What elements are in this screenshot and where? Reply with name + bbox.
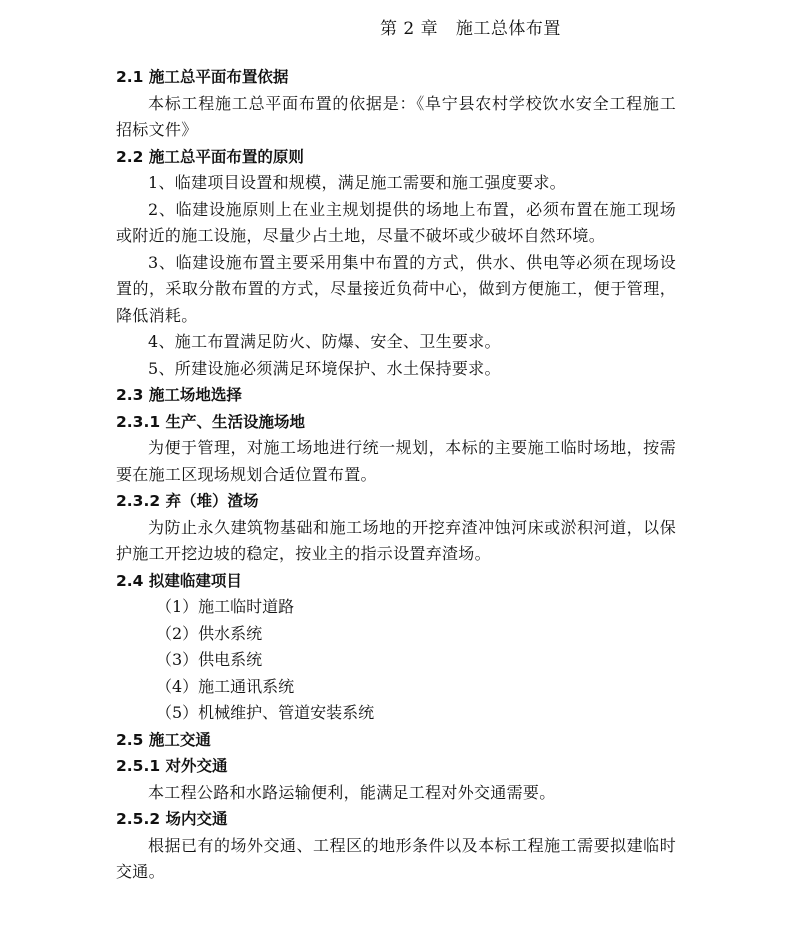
document-body [116, 64, 676, 886]
list-item: （4）施工通讯系统 [156, 676, 295, 696]
section-heading: 2.4 拟建临建项目 [116, 571, 242, 590]
section-heading: 2.5 施工交通 [116, 730, 211, 749]
list-item: （1）施工临时道路 [156, 597, 295, 616]
subsection-heading: 2.3.2 弃（堆）渣场 [116, 492, 259, 510]
section-heading: 2.1 施工总平面布置依据 [116, 68, 289, 86]
list-item: （3）供电系统 [156, 650, 263, 669]
paragraph: 本标工程施工总平面布置的依据是：《阜宁县农村学校饮水安全工程施工招标文件》 [116, 93, 676, 139]
paragraph: 本工程公路和水路运输便利，能满足工程对外交通需要。 [148, 782, 556, 802]
paragraph: 为便于管理，对施工场地进行统一规划，本标的主要施工临时场地，按需要在施工区现场规划合适位置布置。 [116, 438, 676, 484]
paragraph: 1、临建项目设置和规模，满足施工需要和施工强度要求。 [148, 173, 566, 192]
subsection-heading: 2.5.2 场内交通 [116, 810, 228, 828]
paragraph: 3、临建设施布置主要采用集中布置的方式，供水、供电等必须在现场设置的，采取分散布置的方式，尽量接近负荷中心，做到方便施工，便于管理，降低消耗。 [116, 252, 676, 325]
paragraph: 2、临建设施原则上在业主规划提供的场地上布置，必须布置在施工现场或附近的施工设施，尽量少占土地，尽量不破坏或少破坏自然环境。 [116, 199, 676, 245]
paragraph: 4、施工布置满足防火、防爆、安全、卫生要求。 [148, 332, 501, 351]
list-item: （5）机械维护、管道安装系统 [156, 703, 375, 722]
paragraph: 根据已有的场外交通、工程区的地形条件以及本标工程施工需要拟建临时交通。 [116, 835, 676, 881]
subsection-heading: 2.3.1 生产、生活设施场地 [116, 412, 306, 431]
section-heading: 2.3 施工场地选择 [116, 386, 242, 404]
chapter-title: 第 2 章 施工总体布置 [380, 19, 561, 39]
list-item: （2）供水系统 [156, 623, 263, 643]
paragraph: 为防止永久建筑物基础和施工场地的开挖弃渣冲蚀河床或淤积河道，以保护施工开挖边坡的稳定，按业主的指示设置弃渣场。 [116, 517, 676, 563]
subsection-heading: 2.5.1 对外交通 [116, 757, 228, 775]
section-heading: 2.2 施工总平面布置的原则 [116, 147, 304, 166]
paragraph: 5、所建设施必须满足环境保护、水土保持要求。 [148, 358, 501, 378]
